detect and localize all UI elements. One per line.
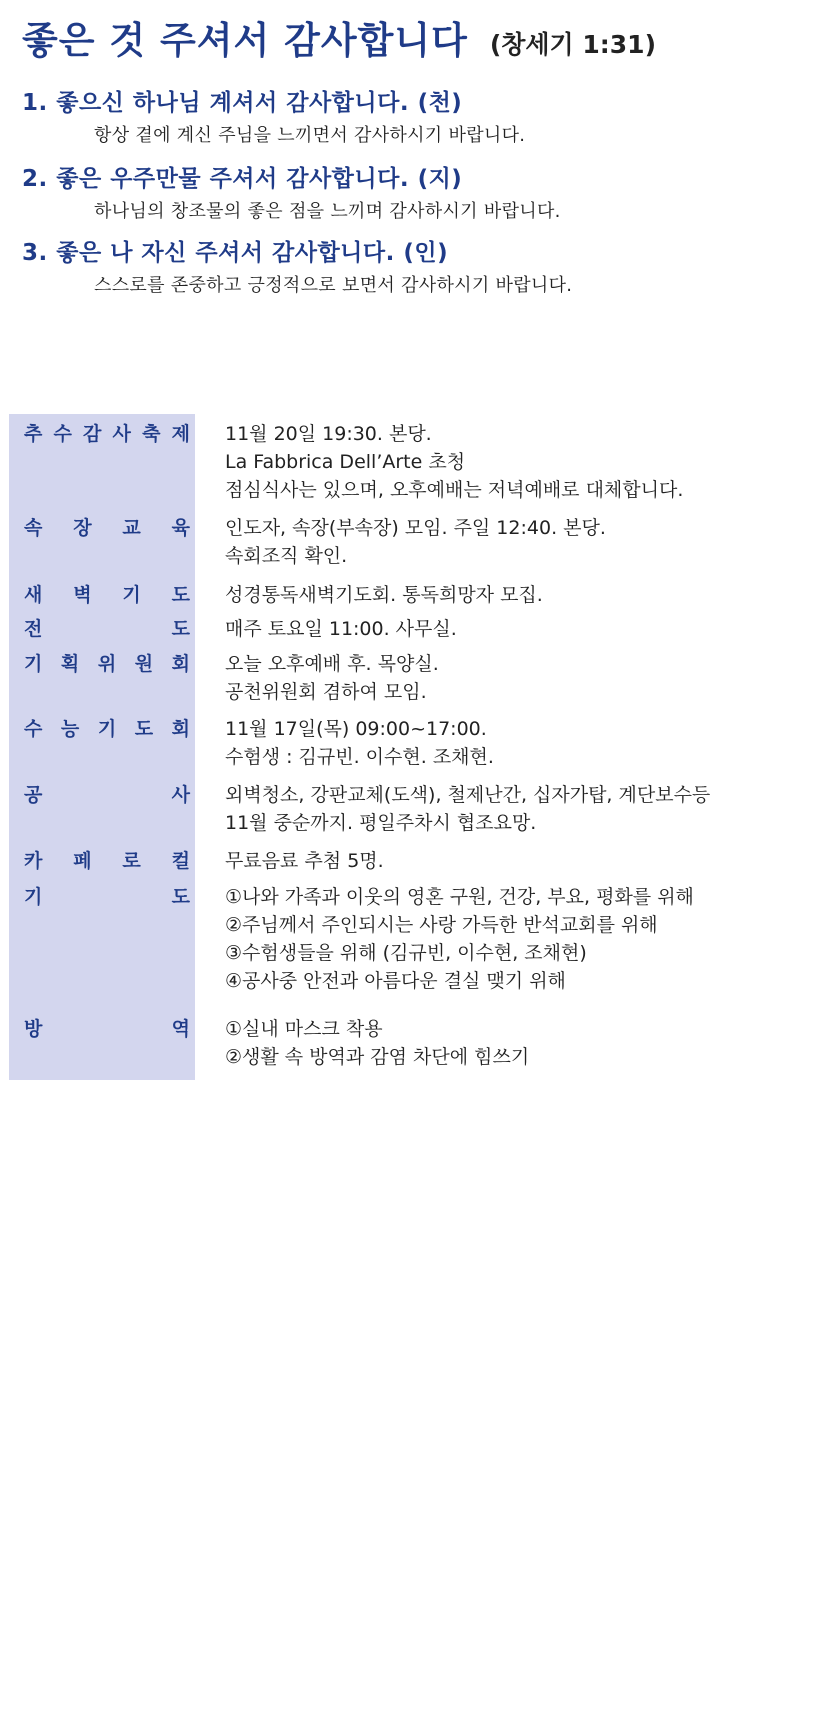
thanks-heading: 2. 좋은 우주만물 주셔서 감사합니다. (지) <box>22 166 463 192</box>
thanks-description: 항상 곁에 계신 주님을 느끼면서 감사하시기 바랍니다. <box>94 125 526 146</box>
announcement-label <box>24 420 190 448</box>
thanks-heading: 3. 좋은 나 자신 주셔서 감사합니다. (인) <box>22 240 449 266</box>
announcement-label <box>24 883 190 911</box>
label-char: 기 <box>97 718 117 740</box>
label-char: 수 <box>53 423 72 445</box>
thanks-description: 스스로를 존중하고 긍정적으로 보면서 감사하시기 바랍니다. <box>94 275 573 296</box>
announcement-content <box>225 650 835 706</box>
announcement-content <box>225 514 835 570</box>
page-header <box>22 10 822 64</box>
announcement-line: La Fabbrica Dell’Arte 초청 <box>225 451 466 473</box>
label-char: 위 <box>97 653 117 675</box>
announcement-label <box>24 781 190 809</box>
label-char: 수 <box>24 718 43 740</box>
announcement-label <box>24 650 190 678</box>
announcement-content <box>225 715 835 771</box>
announcement-label <box>24 1015 190 1043</box>
announcement-line: 외벽청소, 강판교체(도색), 철제난간, 십자가탑, 계단보수등 <box>225 784 711 806</box>
announcement-content <box>225 847 835 875</box>
label-char: 기 <box>24 886 43 908</box>
announcement-line: 매주 토요일 11:00. 사무실. <box>225 618 457 640</box>
announcement-line: 수험생 : 김규빈. 이수현. 조채현. <box>225 746 494 768</box>
label-char: 도 <box>171 618 190 640</box>
label-char: 기 <box>24 653 43 675</box>
announcement-line: 오늘 오후예배 후. 목양실. <box>225 653 439 675</box>
label-char: 제 <box>171 423 190 445</box>
label-char: 방 <box>24 1018 43 1040</box>
label-char: 축 <box>142 423 161 445</box>
label-char: 도 <box>171 886 190 908</box>
announcement-line: 11월 중순까지. 평일주차시 협조요망. <box>225 812 537 834</box>
thanks-item <box>22 84 822 147</box>
label-char: 원 <box>134 653 154 675</box>
announcement-content <box>225 883 835 995</box>
announcement-line: ①나와 가족과 이웃의 영혼 구원, 건강, 부요, 평화를 위해 <box>225 886 694 908</box>
label-char: 육 <box>171 517 190 539</box>
announcement-label <box>24 581 190 609</box>
label-char: 로 <box>122 850 141 872</box>
title-main: 좋은 것 주셔서 감사합니다 <box>22 19 468 62</box>
label-char: 전 <box>24 618 43 640</box>
label-char: 새 <box>24 584 43 606</box>
thanks-item <box>22 234 822 297</box>
thanks-description: 하나님의 창조물의 좋은 점을 느끼며 감사하시기 바랍니다. <box>94 201 561 222</box>
label-char: 카 <box>24 850 43 872</box>
label-char: 회 <box>171 718 190 740</box>
announcement-line: ③수험생들을 위해 (김규빈, 이수현, 조채현) <box>225 942 587 964</box>
label-char: 역 <box>171 1018 190 1040</box>
thanks-item <box>22 160 822 223</box>
label-char: 교 <box>122 517 141 539</box>
label-char: 장 <box>73 517 92 539</box>
announcement-line: 무료음료 추첨 5명. <box>225 850 384 872</box>
announcement-label <box>24 514 190 542</box>
announcement-label <box>24 847 190 875</box>
label-char: 사 <box>112 423 131 445</box>
announcement-line: 공천위원회 겸하여 모임. <box>225 681 427 703</box>
label-char: 컬 <box>171 850 190 872</box>
label-char: 회 <box>171 653 190 675</box>
label-char: 도 <box>134 718 154 740</box>
announcement-line: ②생활 속 방역과 감염 차단에 힘쓰기 <box>225 1046 530 1068</box>
label-char: 공 <box>24 784 43 806</box>
announcement-line: ④공사중 안전과 아름다운 결실 맺기 위해 <box>225 970 566 992</box>
announcement-content <box>225 581 835 609</box>
label-char: 감 <box>83 423 102 445</box>
label-char: 페 <box>73 850 92 872</box>
thanks-heading: 1. 좋으신 하나님 계셔서 감사합니다. (천) <box>22 90 463 116</box>
announcement-label <box>24 615 190 643</box>
announcement-line: ①실내 마스크 착용 <box>225 1018 383 1040</box>
announcement-content <box>225 1015 835 1071</box>
label-char: 벽 <box>73 584 92 606</box>
page-title <box>22 10 822 64</box>
label-char: 능 <box>60 718 80 740</box>
label-char: 속 <box>24 517 43 539</box>
announcement-content <box>225 615 835 643</box>
label-char: 획 <box>60 653 80 675</box>
announcement-line: 성경통독새벽기도회. 통독희망자 모집. <box>225 584 543 606</box>
announcement-content <box>225 781 835 837</box>
announcement-content <box>225 420 835 504</box>
title-reference: (창세기 1:31) <box>489 30 657 59</box>
announcement-line: 인도자, 속장(부속장) 모임. 주일 12:40. 본당. <box>225 517 606 539</box>
announcement-label <box>24 715 190 743</box>
announcement-line: ②주님께서 주인되시는 사랑 가득한 반석교회를 위해 <box>225 914 658 936</box>
label-char: 기 <box>122 584 141 606</box>
announcement-line: 속회조직 확인. <box>225 545 348 567</box>
label-char: 추 <box>24 423 43 445</box>
label-char: 도 <box>171 584 190 606</box>
announcement-line: 11월 17일(목) 09:00~17:00. <box>225 718 487 740</box>
label-char: 사 <box>171 784 190 806</box>
announcement-line: 점심식사는 있으며, 오후예배는 저녁예배로 대체합니다. <box>225 479 684 501</box>
announcement-line: 11월 20일 19:30. 본당. <box>225 423 432 445</box>
